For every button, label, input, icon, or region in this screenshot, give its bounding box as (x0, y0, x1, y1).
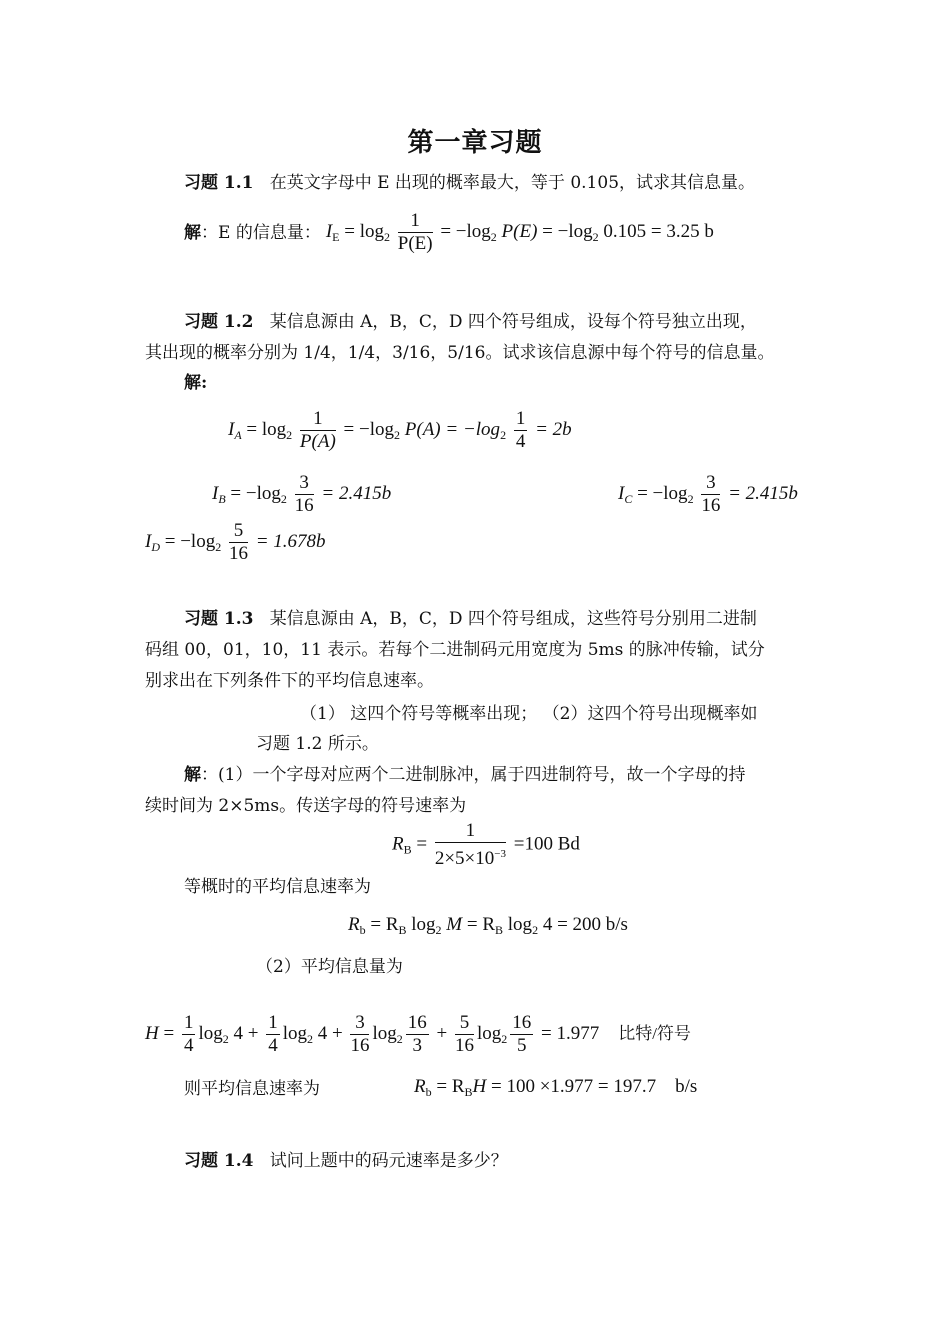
solution-1-3: 解：(1）一个字母对应两个二进制脉冲，属于四进制符号，故一个字母的持 (184, 765, 746, 785)
problem-1-3: 习题 1.3 某信息源由 A，B，C，D 四个符号组成，这些符号分别用二进制 (184, 609, 757, 629)
text-line: （2）平均信息量为 (256, 957, 403, 977)
equation-ID: $I_D = -\log_2$ $\frac{5}{16}$ = 1.678b (145, 520, 326, 564)
problem-1-4 (184, 1150, 508, 1172)
problem-text: 试问上题中的码元速率是多少？ (269, 1151, 508, 1171)
solution-label: 解 (184, 222, 201, 243)
problem-label: 习题 1.1 (184, 173, 254, 193)
condition-line: 习题 1.2 所示。 (256, 734, 379, 754)
text-line: 等概时的平均信息速率为 (184, 877, 371, 897)
equation-RB: $R_B$ = $\frac{1}{2\times 5\times 10^{-3}}$ =100 Bd (392, 820, 580, 869)
equation-IC: $I_C = -\log_2$ $\frac{3}{16}$ = 2.415b (618, 472, 798, 516)
solution-text-line: 续时间为 2×5ms。传送字母的符号速率为 (145, 796, 467, 816)
problem-text-line: 其出现的概率分别为 1/4，1/4，3/16，5/16。试求该信息源中每个符号的信息量。 (145, 343, 775, 363)
equation-Rb: $R_b = R_B$ $\log_2 M = R_B$ $\log_2 4 = 200$ b/s (348, 914, 628, 937)
equation-H: H = $\frac{1}{4}$ $\log_2 4$ + $\frac{1}{4}$ $\log_2 4$ + $\frac{3}{16}$ $\log_2$ $\frac{16}{3}$ + $\frac{5}{16}$ $\log_2$ $\frac{16}{5}$ = 1.977 比特/符号 (145, 1012, 691, 1056)
equation-Rb2: $R_b = R_BH = 100 \times 1.977 = 197.7$ b/s (414, 1076, 698, 1099)
equation-IB: $I_B = -\log_2$ $\frac{3}{16}$ = 2.415b (212, 472, 392, 516)
solution-label: 解: (184, 373, 208, 393)
equation-1-1: $I_E = \log_2$ $\frac{1}{P(E)}$ = $-\log_2$ $P(E) = -\log_2$ 0.105 = 3.25 b (325, 210, 714, 254)
problem-text-line: 别求出在下列条件下的平均信息速率。 (145, 671, 434, 691)
problem-1-2: 习题 1.2 某信息源由 A，B，C，D 四个符号组成，设每个符号独立出现， (184, 312, 757, 332)
condition-line: （1） 这四个符号等概率出现； （2）这四个符号出现概率如 (300, 704, 758, 724)
equation-IA: $I_A = \log_2$ $\frac{1}{P(A)}$ = $-\log_2$ $P(A) = -\log_2$ $\frac{1}{4}$ = 2b (228, 408, 572, 452)
solution-1-1 (184, 210, 719, 255)
problem-text: 在英文字母中 E 出现的概率最大，等于 0.105，试求其信息量。 (269, 173, 756, 193)
text-line: 则平均信息速率为 (184, 1079, 320, 1099)
problem-text-line: 码组 00，01，10，11 表示。若每个二进制码元用宽度为 5ms 的脉冲传输，试分 (145, 640, 765, 660)
solution-text: ：E 的信息量： (201, 222, 321, 243)
page-title: 第一章习题 (407, 128, 543, 158)
problem-label: 习题 1.4 (184, 1151, 254, 1171)
problem-label: 习题 1.2 (184, 312, 254, 332)
problem-1-1 (184, 172, 755, 194)
problem-label: 习题 1.3 (184, 609, 254, 629)
